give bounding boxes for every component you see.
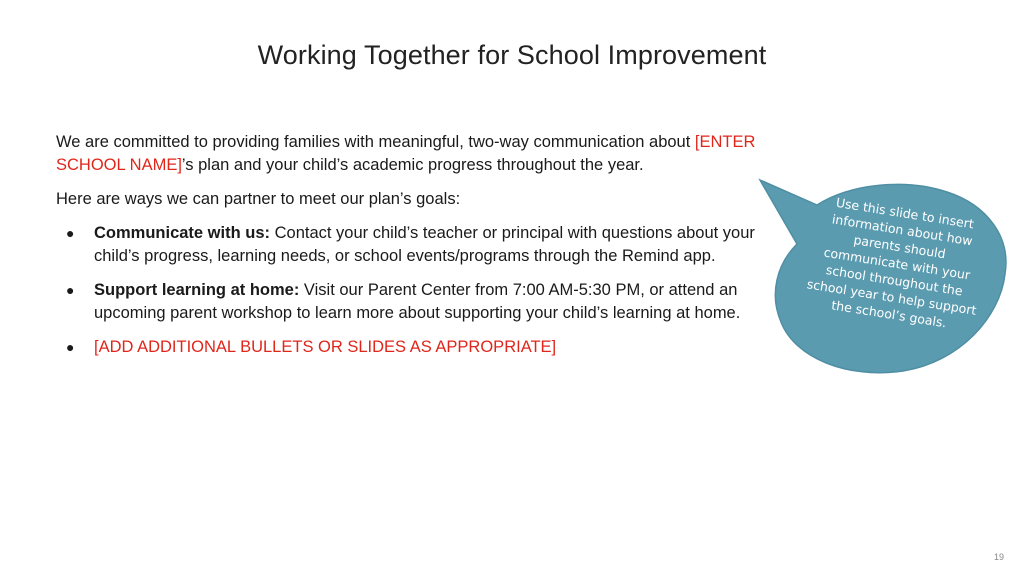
bullet-dot-icon: ● — [66, 225, 75, 241]
bullet-communicate — [56, 222, 786, 268]
callout-text: Use this slide to insert information about how parents should communicate with your school throughout the school year to help support the school’s goals. — [805, 194, 978, 331]
bullet-communicate-text: Contact your child’s teacher or principal with questions about your child’s progress, learning needs, or school events/programs through the Remind app. — [94, 224, 755, 265]
intro-paragraph — [56, 131, 786, 177]
bullet-support-learning — [56, 279, 786, 325]
school-name-placeholder: [ENTER SCHOOL NAME] — [56, 133, 756, 174]
page-number: 19 — [993, 552, 1004, 562]
additional-bullets-placeholder: [ADD ADDITIONAL BULLETS OR SLIDES AS APPROPRIATE] — [94, 338, 557, 356]
bullet-list — [56, 222, 786, 359]
bullet-dot-icon: ● — [66, 339, 75, 355]
bullet-support-learning-text: Visit our Parent Center from 7:00 AM-5:30 PM, or attend an upcoming parent workshop to learn more about supporting your child’s learning at home. — [94, 281, 741, 322]
intro-text-start: We are committed to providing families with meaningful, two-way communication about — [56, 133, 695, 151]
lead-in-paragraph: Here are ways we can partner to meet our plan’s goals: — [56, 190, 461, 208]
bullet-communicate-label: Communicate with us: — [94, 224, 271, 242]
speech-bubble-callout — [755, 172, 1015, 377]
bullet-additional-placeholder — [56, 336, 786, 359]
slide-body — [56, 131, 786, 370]
intro-text-end: ’s plan and your child’s academic progress throughout the year. — [181, 156, 644, 174]
slide-title: Working Together for School Improvement — [257, 40, 767, 70]
bullet-support-learning-label: Support learning at home: — [94, 281, 300, 299]
bullet-dot-icon: ● — [66, 282, 75, 298]
